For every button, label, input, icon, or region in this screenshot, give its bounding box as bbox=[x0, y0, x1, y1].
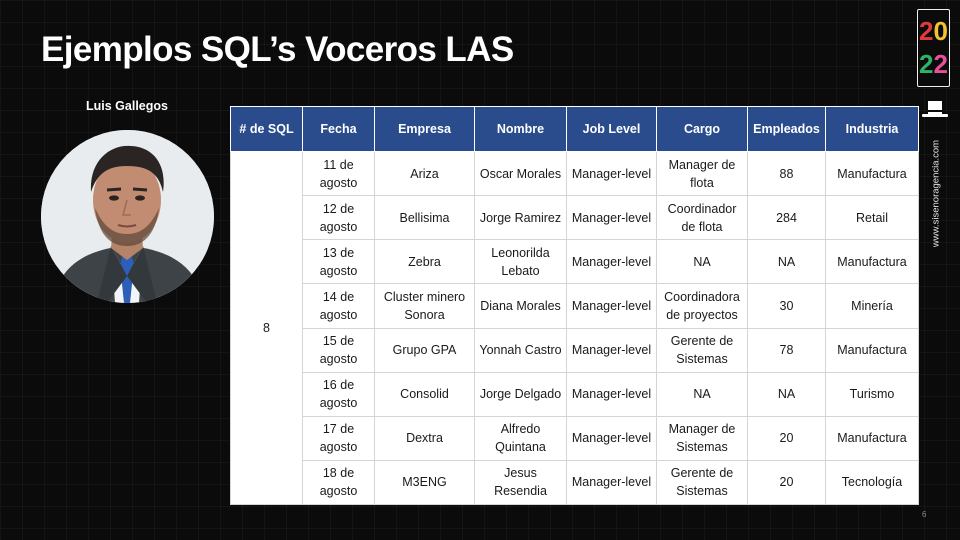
slide-title: Ejemplos SQL’s Voceros LAS bbox=[41, 30, 514, 69]
empresa-cell: Bellisima bbox=[375, 196, 475, 240]
nombre-cell: Diana Morales bbox=[475, 284, 567, 328]
nombre-cell: Jesus Resendia bbox=[475, 460, 567, 504]
table-row bbox=[231, 284, 919, 328]
cargo-cell: Coordinador de flota bbox=[657, 196, 748, 240]
industria-cell: Manufactura bbox=[826, 416, 919, 460]
speaker-photo bbox=[41, 130, 214, 303]
nombre-cell: Leonorilda Lebato bbox=[475, 240, 567, 284]
empleados-cell: 78 bbox=[748, 328, 826, 372]
job-level-cell: Manager-level bbox=[567, 196, 657, 240]
empresa-cell: Dextra bbox=[375, 416, 475, 460]
sql-count-cell: 8 bbox=[231, 152, 303, 505]
empleados-cell: 88 bbox=[748, 152, 826, 196]
cargo-cell: NA bbox=[657, 372, 748, 416]
fecha-cell: 16 de agosto bbox=[303, 372, 375, 416]
column-header-empresa: Empresa bbox=[375, 107, 475, 152]
industria-cell: Manufactura bbox=[826, 328, 919, 372]
fecha-cell: 17 de agosto bbox=[303, 416, 375, 460]
sql-table bbox=[230, 106, 919, 505]
fecha-cell: 12 de agosto bbox=[303, 196, 375, 240]
column-header-empleados: Empleados bbox=[748, 107, 826, 152]
empresa-cell: Cluster minero Sonora bbox=[375, 284, 475, 328]
column-header-cargo: Cargo bbox=[657, 107, 748, 152]
cargo-cell: Coordinadora de proyectos bbox=[657, 284, 748, 328]
nombre-cell: Oscar Morales bbox=[475, 152, 567, 196]
website-url-text: www.sisenoragencia.com bbox=[930, 139, 942, 248]
cargo-cell: Manager de Sistemas bbox=[657, 416, 748, 460]
empresa-cell: Ariza bbox=[375, 152, 475, 196]
industria-cell: Minería bbox=[826, 284, 919, 328]
speaker-name: Luis Gallegos bbox=[86, 99, 168, 113]
column-header-industria: Industria bbox=[826, 107, 919, 152]
page-number: 6 bbox=[922, 510, 927, 519]
fecha-cell: 14 de agosto bbox=[303, 284, 375, 328]
logo-digit: 2 bbox=[919, 49, 934, 79]
empleados-cell: 284 bbox=[748, 196, 826, 240]
empresa-cell: Consolid bbox=[375, 372, 475, 416]
cargo-cell: NA bbox=[657, 240, 748, 284]
column-header-sql: # de SQL bbox=[231, 107, 303, 152]
logo-digit: 0 bbox=[933, 16, 948, 46]
table-row bbox=[231, 240, 919, 284]
job-level-cell: Manager-level bbox=[567, 372, 657, 416]
job-level-cell: Manager-level bbox=[567, 240, 657, 284]
empresa-cell: Grupo GPA bbox=[375, 328, 475, 372]
empleados-cell: 20 bbox=[748, 416, 826, 460]
table-row bbox=[231, 460, 919, 504]
industria-cell: Retail bbox=[826, 196, 919, 240]
fecha-cell: 18 de agosto bbox=[303, 460, 375, 504]
top-hat-icon bbox=[921, 100, 949, 125]
job-level-cell: Manager-level bbox=[567, 416, 657, 460]
column-header-fecha: Fecha bbox=[303, 107, 375, 152]
empleados-cell: NA bbox=[748, 240, 826, 284]
fecha-cell: 11 de agosto bbox=[303, 152, 375, 196]
table-row bbox=[231, 152, 919, 196]
nombre-cell: Alfredo Quintana bbox=[475, 416, 567, 460]
column-header-job-level: Job Level bbox=[567, 107, 657, 152]
industria-cell: Turismo bbox=[826, 372, 919, 416]
nombre-cell: Jorge Ramirez bbox=[475, 196, 567, 240]
empleados-cell: NA bbox=[748, 372, 826, 416]
table-header-row bbox=[231, 107, 919, 152]
industria-cell: Manufactura bbox=[826, 152, 919, 196]
logo-digit: 2 bbox=[919, 16, 934, 46]
job-level-cell: Manager-level bbox=[567, 152, 657, 196]
logo-digit: 2 bbox=[933, 49, 948, 79]
job-level-cell: Manager-level bbox=[567, 328, 657, 372]
year-logo bbox=[917, 9, 950, 87]
empresa-cell: Zebra bbox=[375, 240, 475, 284]
table-row bbox=[231, 416, 919, 460]
table-row bbox=[231, 328, 919, 372]
empleados-cell: 20 bbox=[748, 460, 826, 504]
logo-row-top bbox=[919, 15, 948, 48]
industria-cell: Manufactura bbox=[826, 240, 919, 284]
logo-row-bottom bbox=[919, 48, 948, 81]
table-row bbox=[231, 196, 919, 240]
cargo-cell: Manager de flota bbox=[657, 152, 748, 196]
nombre-cell: Jorge Delgado bbox=[475, 372, 567, 416]
empresa-cell: M3ENG bbox=[375, 460, 475, 504]
job-level-cell: Manager-level bbox=[567, 460, 657, 504]
cargo-cell: Gerente de Sistemas bbox=[657, 328, 748, 372]
industria-cell: Tecnología bbox=[826, 460, 919, 504]
fecha-cell: 15 de agosto bbox=[303, 328, 375, 372]
table-row bbox=[231, 372, 919, 416]
cargo-cell: Gerente de Sistemas bbox=[657, 460, 748, 504]
fecha-cell: 13 de agosto bbox=[303, 240, 375, 284]
empleados-cell: 30 bbox=[748, 284, 826, 328]
job-level-cell: Manager-level bbox=[567, 284, 657, 328]
column-header-nombre: Nombre bbox=[475, 107, 567, 152]
nombre-cell: Yonnah Castro bbox=[475, 328, 567, 372]
